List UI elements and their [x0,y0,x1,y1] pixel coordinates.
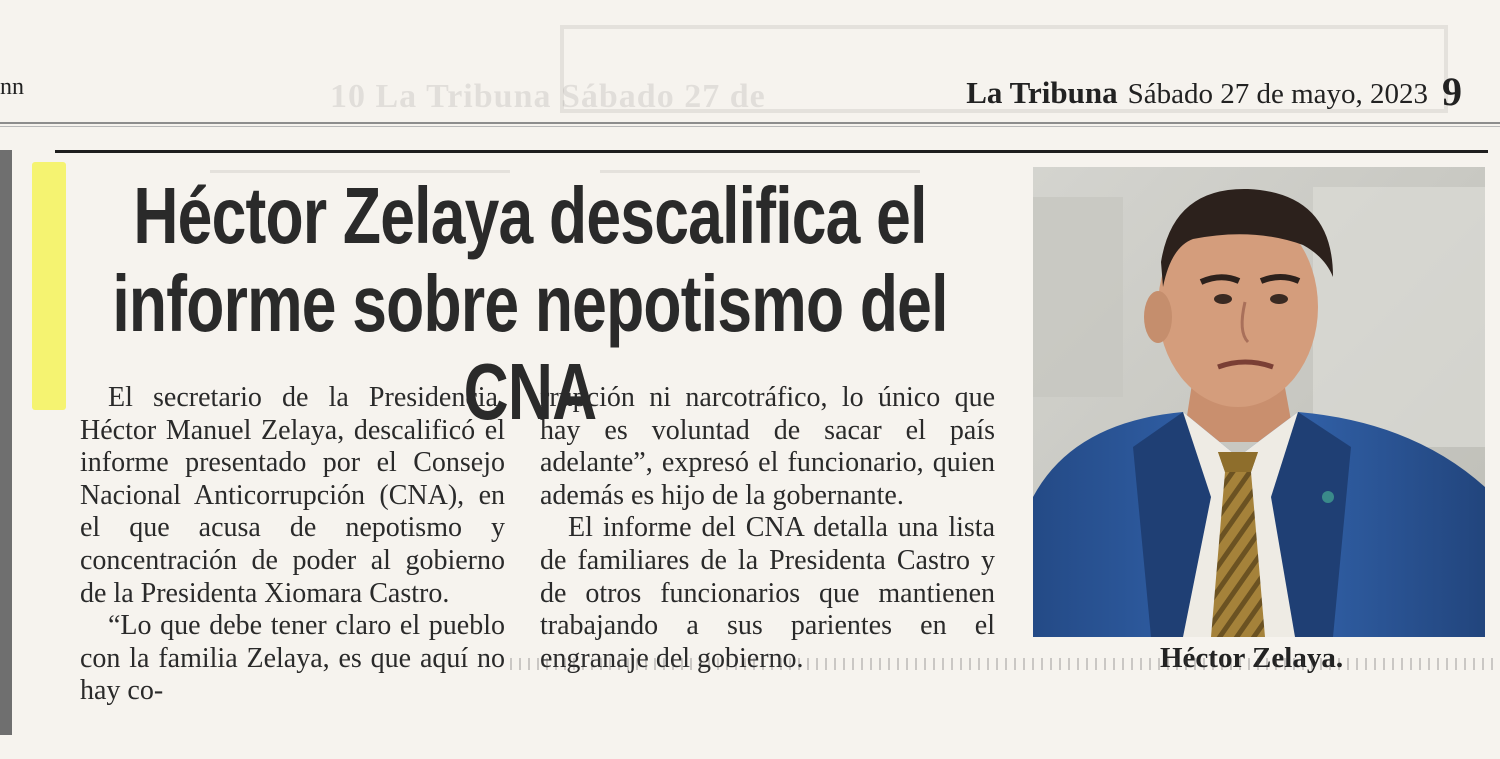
masthead: La Tribuna [966,75,1118,110]
issue-date: Sábado 27 de mayo, 2023 [1127,78,1428,110]
portrait-illustration [1033,167,1485,637]
highlighter-mark [32,162,66,410]
page-header [966,68,1462,115]
article-top-rule [55,150,1488,153]
show-through-header: 10 La Tribuna Sábado 27 de [330,78,766,115]
show-through-dots [510,658,1500,670]
adjacent-page-edge [0,150,12,735]
paragraph: “Lo que debe tener claro el pueblo con la familia Zelaya, es que aquí no hay co- [80,610,505,707]
article-column-1 [80,382,505,708]
header-rule [0,122,1500,124]
adjacent-page-fragment: nn [0,74,24,100]
photo-caption: Héctor Zelaya. [1160,642,1344,674]
article-column-2 [540,382,995,675]
page-number: 9 [1442,69,1462,114]
headline-line-1: Héctor Zelaya descalifica el [133,171,927,260]
paragraph: El informe del CNA detalla una lista de familiares de la Presidenta Castro y de otros funcionarios que mantienen trabajando a sus parientes en el engranaje del gobierno. [540,512,995,674]
headline-line-2: informe sobre nepotismo del CNA [112,259,948,436]
header-rule-secondary [0,126,1500,127]
paragraph: El secretario de la Presidencia, Héctor Manuel Zelaya, descalificó el informe presentado por el Consejo Nacional Anticorrupción (CNA), en el que acusa de nepotismo y concentración de poder al gobierno de la Presidenta Xiomara Castro. [80,382,505,609]
paragraph: rrupción ni narcotráfico, lo único que hay es voluntad de sacar el país adelante”, expresó el funcionario, quien además es hijo de la gobernante. [540,382,995,511]
portrait-photo [1033,167,1485,637]
